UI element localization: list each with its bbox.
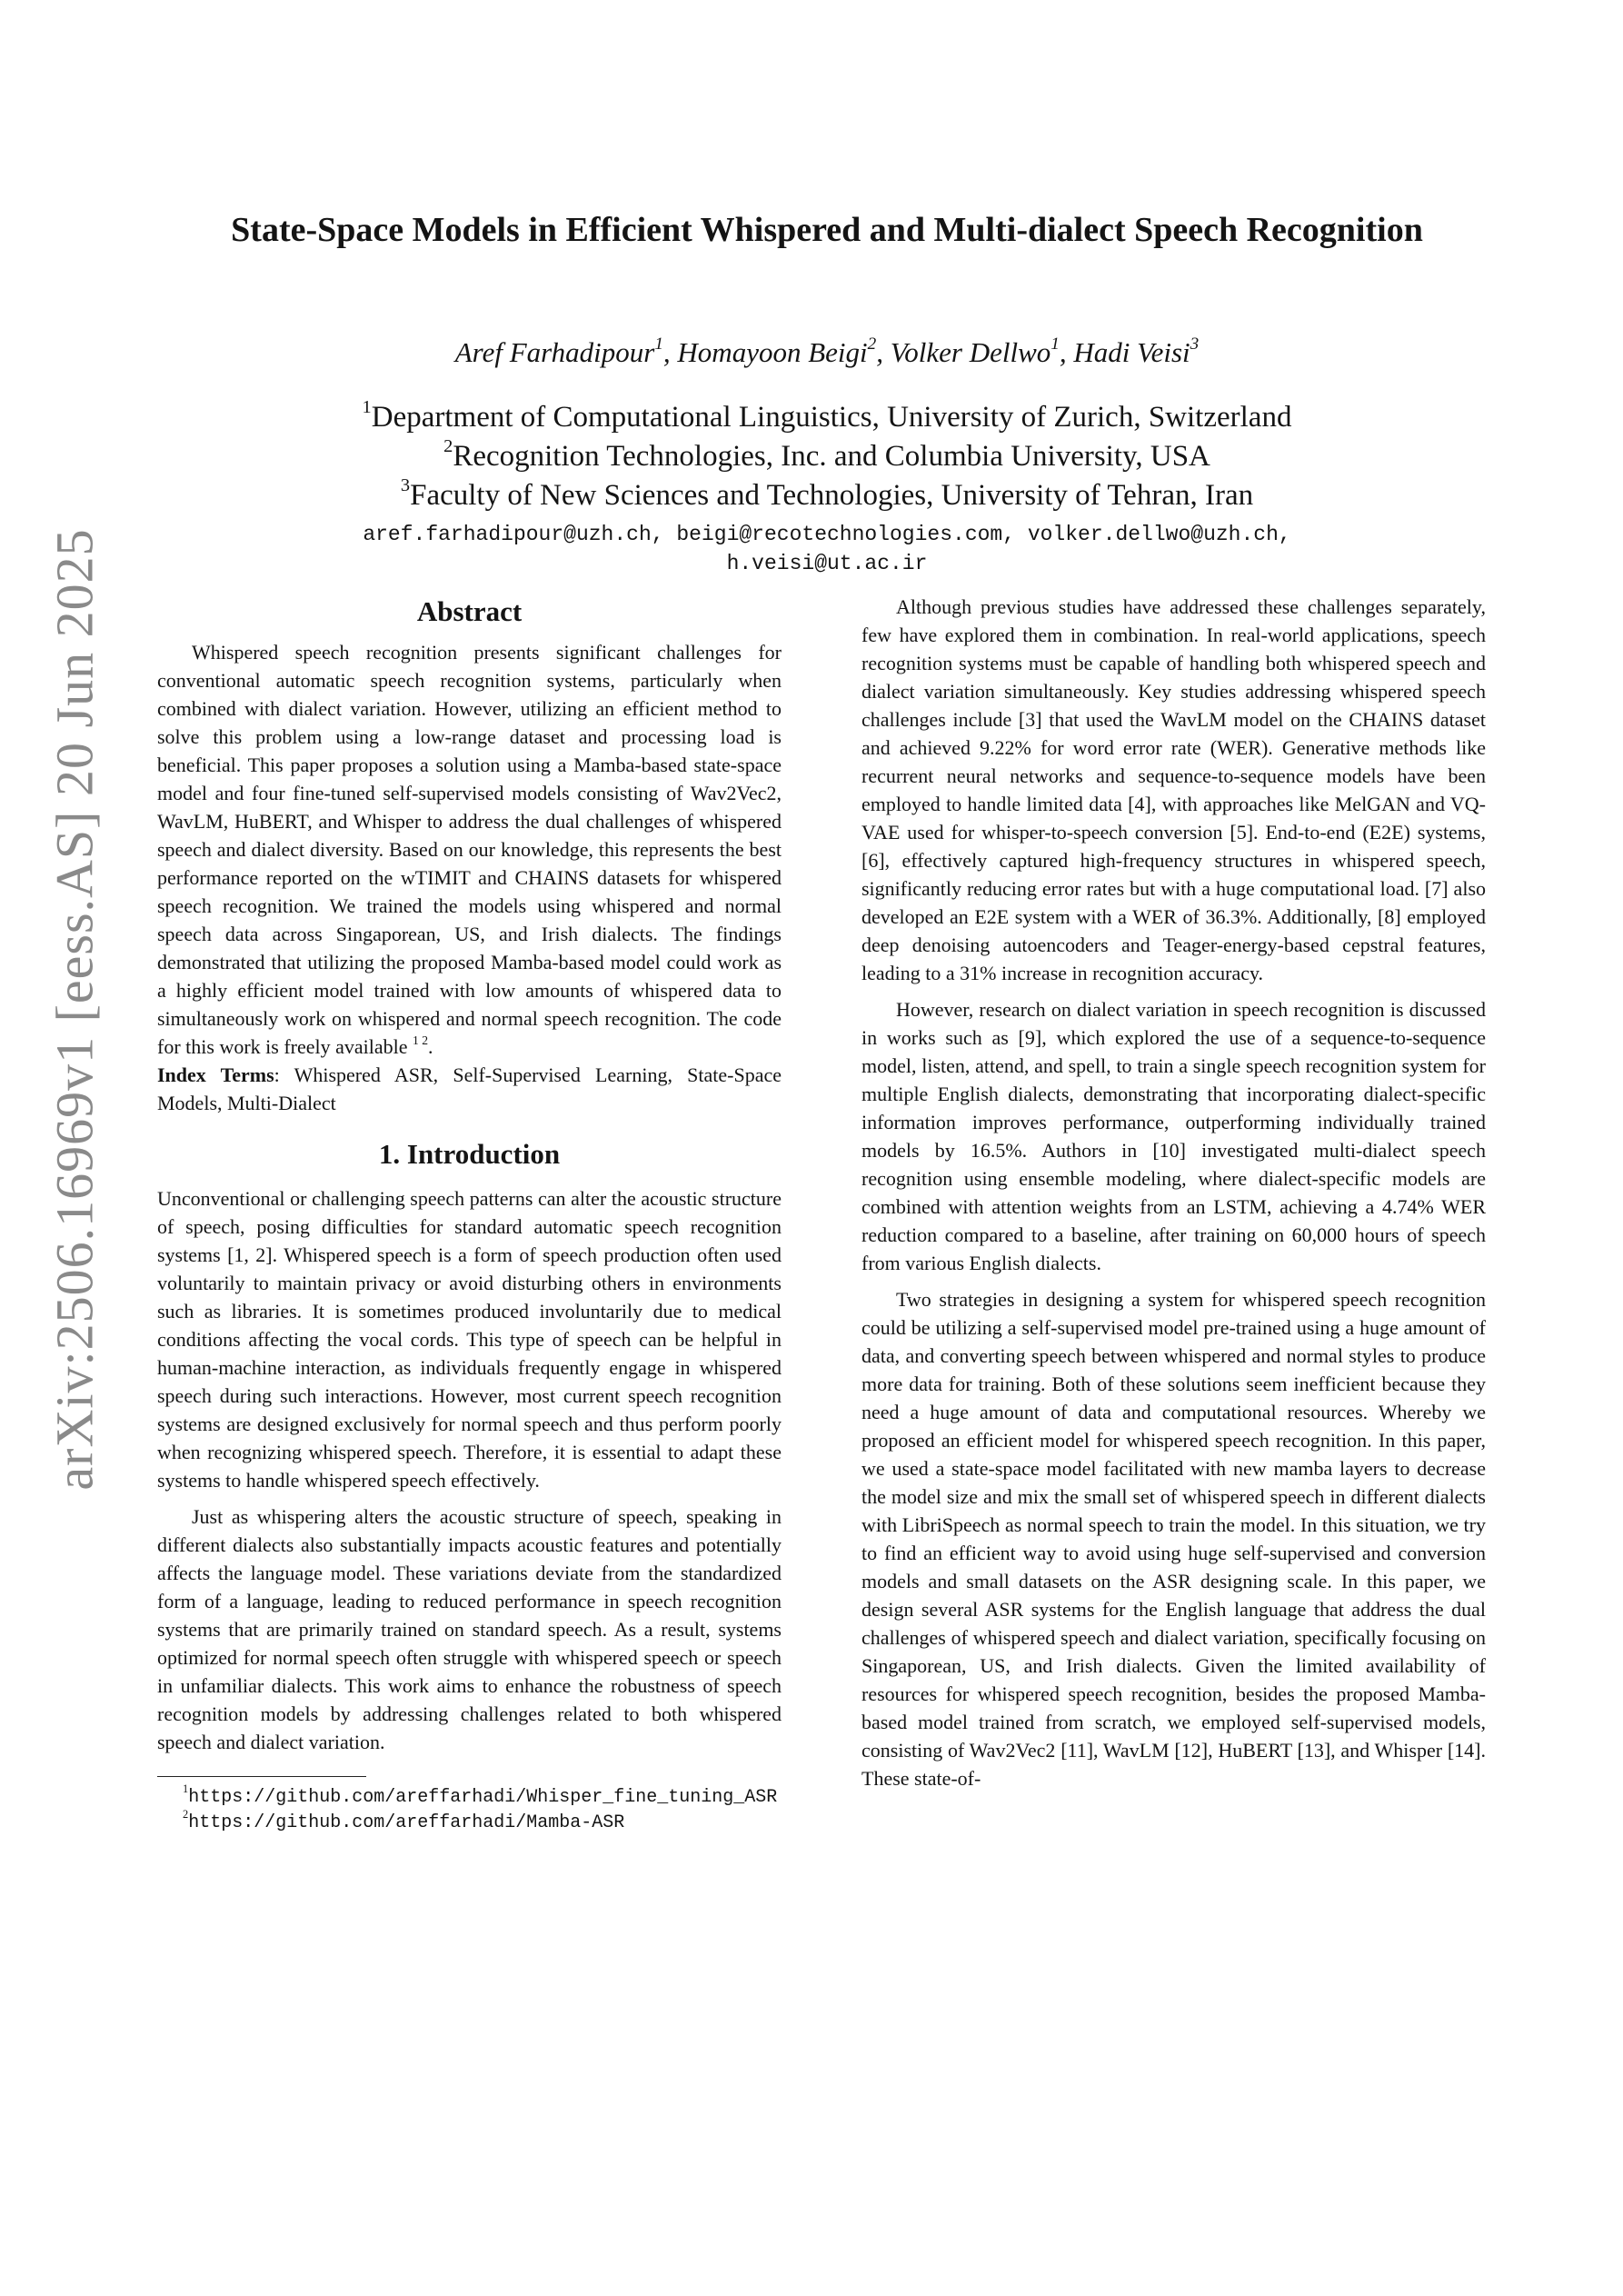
- email-line: aref.farhadipour@uzh.ch, beigi@recotechnologies.com, volker.dellwo@uzh.ch,: [363, 523, 1291, 546]
- author-affil-mark: 1: [654, 334, 663, 354]
- footnote-link[interactable]: https://github.com/areffarhadi/Mamba-ASR: [188, 1812, 625, 1833]
- author-affil-mark: 3: [1190, 334, 1200, 354]
- index-terms: [157, 1061, 782, 1117]
- abstract-body: Whispered speech recognition presents significant challenges for conventional automatic speech recognition systems, particularly when combined with dialect variation. However, utilizing an efficient method to solve this problem using a low-range dataset and processing load is beneficial. This paper proposes a solution using a Mamba-based state-space model and four fine-tuned self-supervised models consisting of Wav2Vec2, WavLM, HuBERT, and Whisper to address the dual challenges of whispered speech and dialect diversity. Based on our knowledge, this represents the best performance reported on the wTIMIT and CHAINS datasets for whispered speech recognition. We trained the models using whispered and normal speech data across Singaporean, US, and Irish dialects. The findings demonstrated that utilizing the proposed Mamba-based model could work as a highly efficient model trained with low amounts of whispered data to simultaneously work on whispered and normal speech recognition. The code for this work is freely available: [157, 641, 782, 1058]
- email-line: h.veisi@ut.ac.ir: [726, 552, 928, 575]
- body-paragraph: However, research on dialect variation in speech recognition is discussed in works such as [9], which explored the use of a sequence-to-sequence model, listen, attend, and spell, to train a single speech recognition system for multiple English dialects, demonstrating that incorporating dialect-specific information improves performance, outperforming individually trained models by 16.5%. Authors in [10] investigated multi-dialect speech recognition using ensemble modeling, where dialect-specific models are combined with attention weights from an LSTM, achieving a 4.74% WER reduction compared to a baseline, after training on 60,000 hours of speech from various English dialects.: [861, 998, 1486, 1274]
- arxiv-identifier-stamp: [31, 368, 118, 1650]
- author-name: Homayoon Beigi: [677, 336, 868, 368]
- introduction-heading: 1. Introduction: [378, 1138, 561, 1170]
- author-name: Hadi Veisi: [1073, 336, 1190, 368]
- author-name: Volker Dellwo: [890, 336, 1051, 368]
- footnote-mark: 1: [183, 1782, 189, 1796]
- affiliation-mark: 2: [443, 435, 453, 456]
- affiliation-list: [191, 398, 1463, 515]
- footnote-mark: 2: [183, 1808, 189, 1822]
- body-paragraph: Although previous studies have addressed these challenges separately, few have explored them in combination. In real-world applications, speech recognition systems must be capable of handling both whispered speech and dialect variation simultaneously. Key studies addressing whispered speech challenges include [3] that used the WavLM model on the CHAINS dataset and achieved 9.22% for word error rate (WER). Generative methods like recurrent neural networks and sequence-to-sequence models have been employed to handle limited data [4], with approaches like MelGAN and VQ-VAE used for whisper-to-speech conversion [5]. End-to-end (E2E) systems, [6], effectively captured high-frequency structures in whispered speech, significantly reducing error rates but with a huge computational load. [7] also developed an E2E system with a WER of 36.3%. Additionally, [8] employed deep denoising autoencoders and Teager-energy-based cepstral features, leading to a 31% increase in recognition accuracy.: [861, 595, 1486, 984]
- footnote-link[interactable]: https://github.com/areffarhadi/Whisper_fine_tuning_ASR: [188, 1787, 778, 1808]
- introduction-paragraph: Unconventional or challenging speech patterns can alter the acoustic structure of speech, posing difficulties for standard automatic speech recognition systems [1, 2]. Whispered speech is a form of speech production often used voluntarily to maintain privacy or avoid disturbing others in environments such as libraries. It is sometimes produced involuntarily due to medical conditions affecting the vocal cords. This type of speech can be helpful in human-machine interaction, as individuals frequently engage in whispered speech during such interactions. However, most current speech recognition systems are designed exclusively for normal speech and thus perform poorly when recognizing whispered speech. Therefore, it is essential to adapt these systems to handle whispered speech effectively.: [157, 1187, 782, 1492]
- author-emails: [191, 520, 1463, 578]
- author-name: Aref Farhadipour: [454, 336, 655, 368]
- right-column: [861, 593, 1486, 1792]
- author-list: Aref Farhadipour$^1$, Homayoon Beigi$^2$, Volker Dellwo$^1$, Hadi Veisi$^3$: [454, 334, 1200, 368]
- footnote: [157, 1810, 782, 1835]
- footnote: [157, 1784, 782, 1810]
- index-terms-label: Index Terms: [157, 1063, 274, 1086]
- abstract-end: .: [428, 1035, 433, 1058]
- affiliation-text: Faculty of New Sciences and Technologies, University of Tehran, Iran: [410, 479, 1254, 512]
- abstract-text: [157, 638, 782, 1061]
- left-column: [157, 593, 782, 1835]
- affiliation-mark: 3: [400, 474, 411, 495]
- introduction-paragraph: Just as whispering alters the acoustic structure of speech, speaking in different dialects also substantially impacts acoustic features and potentially affects the language model. These variations deviate from the standardized form of a language, leading to reduced performance in speech recognition systems that are primarily trained on standard speech. As a result, systems optimized for normal speech often struggle with whispered speech or speech in unfamiliar dialects. This work aims to enhance the robustness of speech recognition models by addressing challenges related to both whispered speech and dialect variation.: [157, 1505, 782, 1753]
- affiliation-text: Department of Computational Linguistics, University of Zurich, Switzerland: [371, 401, 1292, 434]
- affiliation: [191, 398, 1463, 437]
- arxiv-identifier-text: arXiv:2506.16969v1 [eess.AS] 20 Jun 2025: [45, 527, 105, 1491]
- body-paragraph: Two strategies in designing a system for whispered speech recognition could be utilizing a self-supervised model pre-trained using a huge amount of data, and converting speech between whispered and normal styles to produce more data for training. Both of these solutions seem inefficient because they need a huge amount of data and computational resources. Whereby we proposed an efficient model for whispered speech recognition. In this paper, we used a state-space model facilitated with new mamba layers to decrease the model size and mix the small set of whispered speech in different dialects with LibriSpeech as normal speech to train the model. In this situation, we try to find an efficient way to avoid using huge self-supervised and conversion models and small datasets on the ASR designing scale. In this paper, we design several ASR systems for the English language that address the dual challenges of whispered speech and dialect variation, specifically focusing on Singaporean, US, and Irish dialects. Given the limited availability of resources for whispered speech recognition, besides the proposed Mamba-based model trained from scratch, we employed self-supervised models, consisting of Wav2Vec2 [11], WavLM [12], HuBERT [13], and Whisper [14]. These state-of-: [861, 1288, 1486, 1790]
- paper-title: State-Space Models in Efficient Whispered and Multi-dialect Speech Recognition: [231, 211, 1423, 249]
- affiliation-mark: 1: [362, 396, 372, 417]
- abstract-heading: Abstract: [416, 595, 523, 627]
- footnote-divider: [157, 1776, 366, 1777]
- affiliation-text: Recognition Technologies, Inc. and Columbia University, USA: [453, 440, 1210, 473]
- affiliation: [191, 437, 1463, 476]
- affiliation: [191, 476, 1463, 515]
- author-affil-mark: 2: [867, 334, 877, 354]
- author-affil-mark: 1: [1050, 334, 1060, 354]
- footnote-marks: 1 2: [413, 1033, 429, 1047]
- index-terms-text: : Whispered ASR, Self-Supervised Learning, State-Space Models, Multi-Dialect: [157, 1063, 782, 1114]
